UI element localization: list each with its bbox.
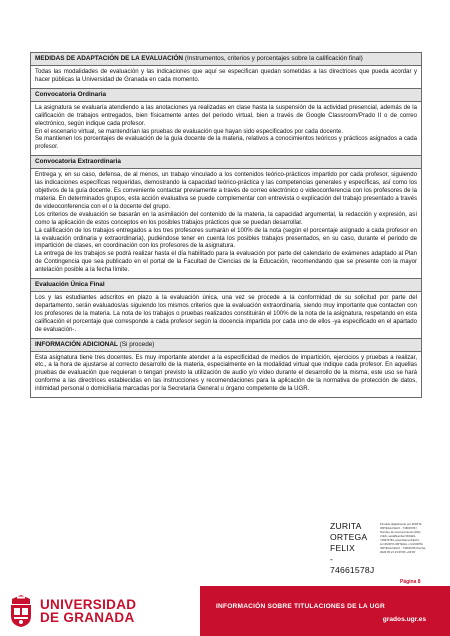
section-title: Evaluación Única Final <box>35 281 105 289</box>
paragraph: Se mantienen los porcentajes de evaluación de la guía docente de la materia, relativos a conocimientos teóricos y prácticos asignados a cada profesor. <box>35 136 417 151</box>
paragraph: Los criterios de evaluación se basarán en la asimilación del contenido de la materia, la capacidad argumental, la redacción y expresión, así como la aplicación de estos conceptos en los posibles trabajos prácticos que se puedan desarrollar. <box>35 211 417 226</box>
signature-line: ORTEGA FELIX <box>330 532 367 553</box>
signature-line: - 74661578J <box>330 554 375 575</box>
info-banner <box>200 586 450 636</box>
section-body-unica-final <box>31 292 421 339</box>
university-name <box>40 598 136 624</box>
paragraph: Esta asignatura tiene tres docentes. Es muy importante atender a la especificidad de medios de impartición, ejercicios y pruebas a realizar, etc., a la hora de ajustarse al correcto desarrollo de la materia, especialmente en la modalidad virtual que indique cada profesor. En aquellas pruebas de evaluación que requieran o tengan previsto la utilización de audio y/o vídeo durante el desarrollo de la misma, este uso se hará conforme a las directrices establecidas en las instrucciones y recomendaciones para la aplicación de la normativa de protección de datos, intimidad personal o domiciliaria marcadas por la Secretaría General u órgano competente de la UGR. <box>35 354 417 393</box>
signature-line: ZURITA <box>330 521 362 531</box>
digital-signature <box>330 521 426 577</box>
top-rule <box>0 0 450 4</box>
section-heading-ordinaria <box>31 89 421 102</box>
section-subtitle: (Si procede) <box>117 340 155 348</box>
section-subtitle: (Instrumentos, criterios y porcentajes sobre la calificación final) <box>183 55 363 62</box>
paragraph: Entrega y, en su caso, defensa, de al menos, un trabajo vinculado a los contenidos teórico-prácticos impartido por cada profesor, siguiendo las indicaciones específicas requeridas, demostrando la capacidad teórico-práctica y las competencias generales y específicas, así como los objetivos de la guía docente. Es conveniente contactar previamente a través de correo electrónico o videoconferencia con los profesores de la materia. En determinados grupos, esta acción evaluativa se puede complementar con entrevista o explicación del trabajo presentado a través de videoconferencia con el o la docente del grupo. <box>35 172 417 210</box>
document-page <box>30 52 422 398</box>
university-logo <box>0 586 200 636</box>
signature-metadata: Firmado digitalmente por ZURITA ORTEGA FELIX - 74661578J Nombre de reconocimiento (DN): c=ES, serialNumber=IDCES-74661578J, givenName=FELIX, sn=ZURITA ORTEGA, cn=ZURITA ORTEGA FELIX - 74661578J Fecha: 2020.05.21 23:35:56 +02'00' <box>380 522 426 554</box>
paragraph: En el escenario virtual, se mantendrían las pruebas de evaluación que hayan sido especificados por cada docente. <box>35 128 343 135</box>
section-body-ordinaria <box>31 102 421 156</box>
section-heading-unica-final <box>31 279 421 292</box>
section-title: INFORMACIÓN ADICIONAL <box>35 340 118 348</box>
section-title: Convocatoria Extraordinaria <box>35 158 121 166</box>
paragraph: Los y las estudiantes adscritos en plazo a la evaluación única, una vez se procede a la conformidad de su solicitud por parte del departamento, serán evaluados/as siguiendo los mismos criterios que la evaluación extraordinaria, siendo muy importante que contacten con los profesores de la materia. La nota de los trabajos o pruebas realizados constituirán el 100% de la nota de la asignatura, respetando en esta calificación el porcentaje que corresponde a cada profesor según la docencia impartida por cada uno de ellos -ya especificado en el apartado de evaluación-. <box>35 295 417 333</box>
coat-of-arms-icon <box>8 594 34 628</box>
section-heading-extraordinaria <box>31 156 421 169</box>
logo-line: DE GRANADA <box>40 610 135 625</box>
footer <box>0 586 450 636</box>
section-heading-info-adicional <box>31 339 421 352</box>
paragraph: La entrega de los trabajos se podrá realizar hasta el día habilitado para la evaluación por parte del calendario de exámenes adaptado al Plan de Contingencia que sea publicado en el portal de la Facultad de Ciencias de la Educación, recomendando que se presente con la mayor antelación posible a la fecha límite. <box>35 251 417 274</box>
adaptation-table <box>30 52 422 398</box>
banner-link[interactable]: grados.ugr.es <box>382 616 426 623</box>
section-title: Convocatoria Ordinaria <box>35 90 107 98</box>
section-heading-adaptation <box>31 53 421 66</box>
section-body-adaptation <box>31 66 421 89</box>
section-title: MEDIDAS DE ADAPTACIÓN DE LA EVALUACIÓN <box>35 55 184 62</box>
section-body-extraordinaria <box>31 169 421 279</box>
section-body-info-adicional <box>31 352 421 398</box>
paragraph: Todas las modalidades de evaluación y las indicaciones que aquí se especifican quedan sometidas a las directrices que pueda acordar y hacer públicas la Universidad de Granada en cada momento. <box>35 69 417 83</box>
page-number: Página 8 <box>400 579 421 585</box>
logo-line: UNIVERSIDAD <box>40 597 137 612</box>
paragraph: La asignatura se evaluaría atendiendo a las anotaciones ya realizadas en clase hasta la suspensión de la actividad presencial, además de la calificación de trabajos entregados, bien físicamente antes del periodo virtual, bien a través de Google Classroom/Prado II o de correo electrónico, según indique cada profesor. <box>35 104 417 127</box>
signature-name <box>330 521 378 577</box>
paragraph: La calificación de los trabajos entregados a los tres profesores sumarán el 100% de la nota (según el porcentaje asignado a cada profesor en la evaluación ordinaria y extraordinaria), pudiéndose tener en cuenta los posibles trabajos presentados, en su caso, durante el periodo de impartición de clases, en coordinación con los profesores de la asignatura. <box>35 227 417 250</box>
banner-title: INFORMACIÓN SOBRE TITULACIONES DE LA UGR <box>216 603 385 610</box>
